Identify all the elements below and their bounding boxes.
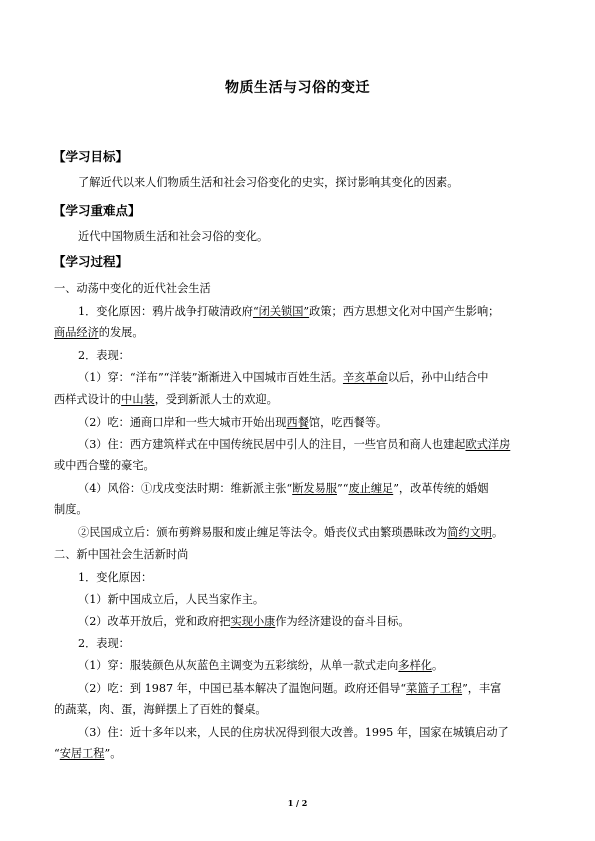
text-run: （2）吃：通商口岸和一些大城市开始出现: [78, 416, 287, 429]
paragraph-line: [78, 371, 488, 385]
text-run: 馆，吃西餐等。: [308, 416, 388, 429]
underlined-term: 中山装: [121, 393, 155, 406]
text-run: （2）吃：到 1987 年，中国已基本解决了温饱问题。政府还倡导“: [78, 682, 407, 695]
underlined-term: 废止缠足: [348, 482, 394, 495]
text-run: ”，改革传统的婚姻: [393, 482, 489, 495]
underlined-term: 断发易服: [292, 482, 337, 495]
text-run: 作为经济建设的奋斗目标。: [275, 615, 410, 628]
text-run: 以后，孙中山结合中: [387, 371, 489, 384]
underlined-term: 多样化: [398, 659, 432, 672]
text-run: （4）风俗：①戊戌变法时期：维新派主张“: [78, 482, 293, 495]
process-heading: 【学习过程】: [53, 254, 129, 269]
page-title: 物质生活与习俗的变迁: [225, 80, 370, 96]
paragraph-line: [78, 438, 510, 452]
key-points-heading: 【学习重难点】: [53, 203, 141, 218]
paragraph-line: （3）住：近十多年以来，人民的住房状况得到很大改善。1995 年，国家在城镇启动了: [78, 726, 509, 739]
text-run: ”“: [336, 482, 349, 495]
text-run: （2）改革开放后，党和政府把: [78, 615, 231, 628]
paragraph-line: [54, 747, 121, 761]
text-run: （1）穿：服装颜色从灰蓝色主调变为五彩缤纷，从单一款式走向: [78, 659, 399, 672]
paragraph-line: [54, 326, 144, 340]
paragraph-line: 1．变化原因：: [78, 571, 153, 584]
paragraph-line: 2．表现：: [78, 349, 130, 362]
underlined-term: 简约文明: [447, 526, 492, 539]
text-run: “: [54, 747, 60, 760]
paragraph-line: 的蔬菜，肉、蛋，海鲜摆上了百姓的餐桌。: [54, 703, 267, 716]
underlined-term: 欧式洋房: [465, 438, 511, 451]
paragraph-line: [78, 615, 410, 629]
paragraph-line: [78, 526, 503, 540]
objectives-heading: 【学习目标】: [53, 149, 129, 164]
text-run: ”，丰富: [462, 682, 502, 695]
page-number: 1 / 2: [287, 798, 308, 808]
text-run: ②民国成立后：颁布剪辫易服和废止缠足等法令。婚丧仪式由繁琐愚昧改为: [78, 526, 448, 539]
paragraph-line: [78, 659, 443, 673]
paragraph-line: [78, 482, 488, 496]
objectives-text: 了解近代以来人们物质生活和社会习俗变化的史实，探讨影响其变化的因素。: [78, 176, 459, 189]
text-run: 1．变化原因：鸦片战争打破清政府: [78, 305, 253, 318]
paragraph-line: [78, 305, 499, 319]
section-two-heading: 二、新中国社会生活新时尚: [54, 548, 189, 561]
text-run: 政策；西方思想文化对中国产生影响；: [309, 305, 500, 318]
text-run: ”。: [104, 747, 122, 760]
key-points-text: 近代中国物质生活和社会习俗的变化。: [78, 230, 269, 243]
paragraph-line: 制度。: [54, 503, 88, 516]
paragraph-line: 或中西合璧的豪宅。: [54, 459, 155, 472]
paragraph-line: 2．表现：: [78, 637, 130, 650]
underlined-term: 辛亥革命: [342, 371, 388, 384]
paragraph-line: （1）新中国成立后，人民当家作主。: [78, 593, 265, 606]
underlined-term: 安居工程: [59, 747, 105, 760]
text-run: 西样式设计的: [54, 393, 122, 406]
text-run: 的发展。: [98, 326, 144, 339]
underlined-term: 实现小康: [230, 615, 276, 628]
paragraph-line: [78, 416, 387, 430]
section-one-heading: 一、动荡中变化的近代社会生活: [54, 282, 211, 295]
text-run: （3）住：西方建筑样式在中国传统民居中引人的注目，一些官员和商人也建起: [78, 438, 466, 451]
text-run: 。: [491, 526, 504, 539]
underlined-term: 西餐: [286, 416, 309, 429]
text-run: 。: [431, 659, 444, 672]
underlined-term: 菜篮子工程: [406, 682, 463, 695]
paragraph-line: [78, 682, 501, 696]
underlined-term: 商品经济: [54, 326, 99, 339]
text-run: ，受到新派人士的欢迎。: [154, 393, 278, 406]
paragraph-line: [54, 393, 278, 407]
underlined-term: “闭关锁国”: [252, 305, 310, 318]
text-run: （1）穿：“洋布”“洋装”渐渐进入中国城市百姓生活。: [78, 371, 343, 384]
